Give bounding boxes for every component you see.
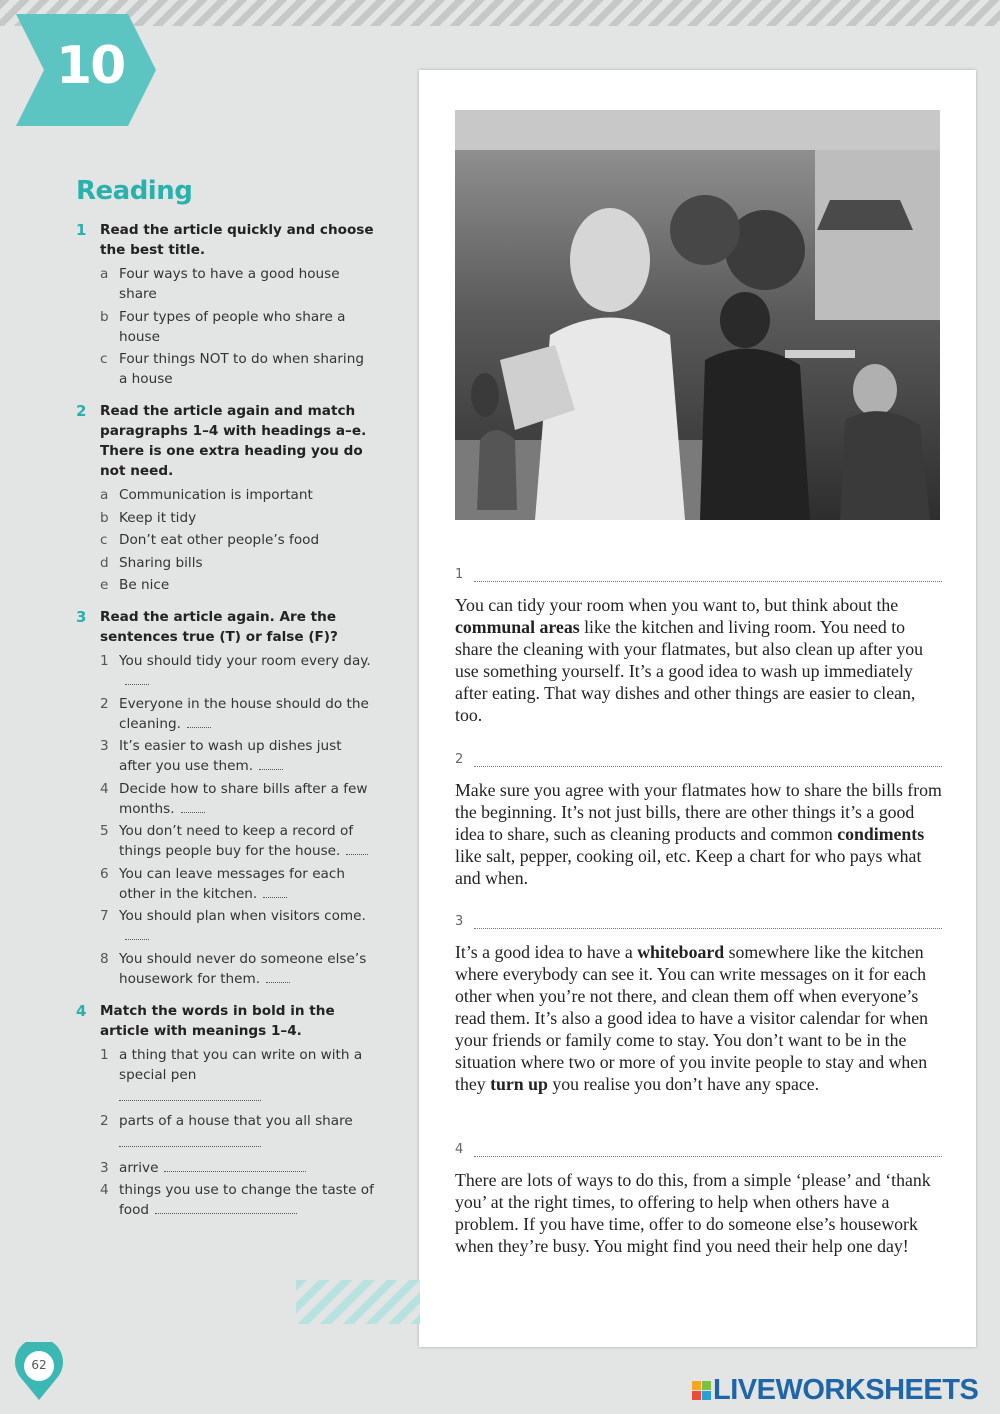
article-paragraph-3 <box>455 913 942 1095</box>
meaning-text: a thing that you can write on with a special pen <box>119 1046 363 1083</box>
heading-option <box>100 508 376 528</box>
heading-blank[interactable] <box>474 574 942 582</box>
heading-option <box>100 575 376 595</box>
heading-blank[interactable] <box>474 921 942 929</box>
option-text: Keep it tidy <box>119 509 197 526</box>
answer-blank[interactable] <box>187 716 211 728</box>
exercises-column <box>76 176 376 1232</box>
option-letter: 7 <box>100 908 109 924</box>
option-item[interactable] <box>100 349 376 389</box>
page-number: 62 <box>31 1358 47 1372</box>
answer-blank[interactable] <box>266 971 290 983</box>
statement-text: You should tidy your room every day. <box>119 653 371 669</box>
meaning-text: arrive <box>119 1159 159 1176</box>
paragraph-number: 2 <box>455 752 464 767</box>
option-text: Sharing bills <box>119 554 203 571</box>
option-letter: 5 <box>100 823 109 839</box>
task-1 <box>76 220 376 389</box>
article-paragraph-2 <box>455 751 942 889</box>
statement-item <box>100 651 376 691</box>
article-sheet <box>419 70 976 1347</box>
option-letter: b <box>100 308 109 325</box>
option-text: Four types of people who share a house <box>119 308 346 345</box>
unit-number: 10 <box>56 36 125 96</box>
statement-text: Everyone in the house should do the cleaning. <box>119 695 369 732</box>
option-text: Communication is important <box>119 487 313 503</box>
paragraph-text: It’s a good idea to have a whiteboard somewhere like the kitchen where everybody can see it. You can write messages on it for each other when you’re not there, and clean them off when everyone’s read them. It’s also a good idea to have a visitor calendar for when your friends or family come to stay. You don’t want to be in the situation where two or more of you invite people to stay and when they turn up you realise you don’t have any space. <box>455 942 929 1094</box>
option-letter: 6 <box>100 865 109 882</box>
section-title: Reading <box>76 176 193 206</box>
option-letter: e <box>100 577 109 593</box>
location-pin-icon <box>15 1342 63 1402</box>
option-letter: 8 <box>100 950 109 967</box>
answer-blank[interactable] <box>346 843 368 855</box>
task-number: 1 <box>76 221 87 239</box>
photo-people-in-shared-kitchen-icon <box>455 110 940 520</box>
paragraph-text: You can tidy your room when you want to, but think about the communal areas like the kitchen and living room. You need to share the cleaning with your flatmates, but also clean up after you use something yourself. It’s a good idea to wash up immediately after eating. That way dishes and other things are easier to clean, too. <box>455 595 924 725</box>
task-instruction: Read the article again. Are the sentences true (T) or false (F)? <box>100 609 338 645</box>
statement-text: You should plan when visitors come. <box>119 908 366 924</box>
answer-blank[interactable] <box>259 758 283 770</box>
heading-blank[interactable] <box>474 759 942 767</box>
paragraph-text: Make sure you agree with your flatmates how to share the bills from the beginning. It’s not just bills, there are other things it’s a good idea to share, such as cleaning products and common condiments like salt, pepper, cooking oil, etc. Keep a chart for who pays what and when. <box>455 780 942 888</box>
answer-blank[interactable] <box>119 1091 261 1101</box>
meaning-item <box>100 1158 376 1178</box>
decorative-stripes <box>296 1280 420 1324</box>
task-instruction: Match the words in bold in the article with meanings 1–4. <box>100 1002 335 1039</box>
statement-item <box>100 779 376 819</box>
article-paragraph-1 <box>455 566 942 726</box>
heading-option <box>100 553 376 573</box>
statement-item <box>100 949 376 989</box>
option-text: Four things NOT to do when sharing a house <box>119 351 364 387</box>
option-text: Four ways to have a good house share <box>119 266 340 302</box>
option-letter: a <box>100 487 109 503</box>
liveworksheets-logo-icon <box>692 1381 711 1400</box>
article-photo <box>455 110 940 520</box>
meaning-item <box>100 1180 376 1220</box>
task-2 <box>76 401 376 595</box>
meaning-text: parts of a house that you all share <box>119 1113 353 1129</box>
option-letter: 3 <box>100 1159 109 1176</box>
answer-blank[interactable] <box>125 673 149 685</box>
statement-text: You can leave messages for each other in the kitchen. <box>119 865 345 902</box>
answer-blank[interactable] <box>155 1202 297 1214</box>
task-4 <box>76 1001 376 1221</box>
statement-text: You should never do someone else’s housework for them. <box>119 950 367 987</box>
meaning-item <box>100 1111 376 1155</box>
statement-text: It’s easier to wash up dishes just after you use them. <box>119 738 342 774</box>
option-text: Don’t eat other people’s food <box>119 532 320 548</box>
option-letter: 2 <box>100 695 109 712</box>
task-number: 3 <box>76 608 87 626</box>
paragraph-number: 4 <box>455 1142 464 1157</box>
meaning-item <box>100 1045 376 1109</box>
statement-item <box>100 906 376 946</box>
heading-option <box>100 485 376 505</box>
heading-option <box>100 530 376 550</box>
option-item[interactable] <box>100 307 376 347</box>
option-letter: c <box>100 532 108 548</box>
statement-item <box>100 736 376 776</box>
task-number: 4 <box>76 1001 87 1020</box>
paragraph-number: 3 <box>455 914 464 929</box>
option-letter: c <box>100 351 108 367</box>
option-letter: a <box>100 266 109 282</box>
meaning-text: things you use to change the taste of food <box>119 1182 374 1218</box>
option-letter: 1 <box>100 653 109 669</box>
brand-name: LIVEWORKSHEETS <box>713 1373 979 1406</box>
option-text: Be nice <box>119 577 170 593</box>
option-item[interactable] <box>100 264 376 304</box>
paragraph-number: 1 <box>455 567 464 582</box>
answer-blank[interactable] <box>263 886 287 898</box>
task-instruction: Read the article again and match paragraphs 1–4 with headings a–e. There is one extra heading you do not need. <box>100 403 367 479</box>
article-paragraph-4 <box>455 1141 942 1257</box>
statement-item <box>100 864 376 904</box>
option-letter: d <box>100 554 109 571</box>
option-letter: 3 <box>100 738 109 754</box>
answer-blank[interactable] <box>119 1137 261 1147</box>
task-instruction: Read the article quickly and choose the best title. <box>100 222 374 258</box>
statement-item <box>100 821 376 861</box>
statement-text: Decide how to share bills after a few months. <box>119 780 368 817</box>
statement-item <box>100 694 376 734</box>
option-letter: 4 <box>100 1182 109 1198</box>
task-number: 2 <box>76 402 87 420</box>
option-letter: 4 <box>100 780 109 797</box>
answer-blank[interactable] <box>125 928 149 940</box>
task-3 <box>76 607 376 989</box>
option-letter: 2 <box>100 1113 109 1129</box>
answer-blank[interactable] <box>181 801 205 813</box>
heading-blank[interactable] <box>474 1149 942 1157</box>
option-letter: b <box>100 509 109 526</box>
liveworksheets-logo <box>692 1372 978 1408</box>
answer-blank[interactable] <box>164 1160 306 1172</box>
statement-text: You don’t need to keep a record of things people buy for the house. <box>119 823 354 859</box>
paragraph-text: There are lots of ways to do this, from a simple ‘please’ and ‘thank you’ at the right times, to offering to help when others have a problem. If you have time, offer to do someone else’s housework when they’re busy. You might find you need their help one day! <box>455 1170 931 1256</box>
option-letter: 1 <box>100 1046 109 1063</box>
